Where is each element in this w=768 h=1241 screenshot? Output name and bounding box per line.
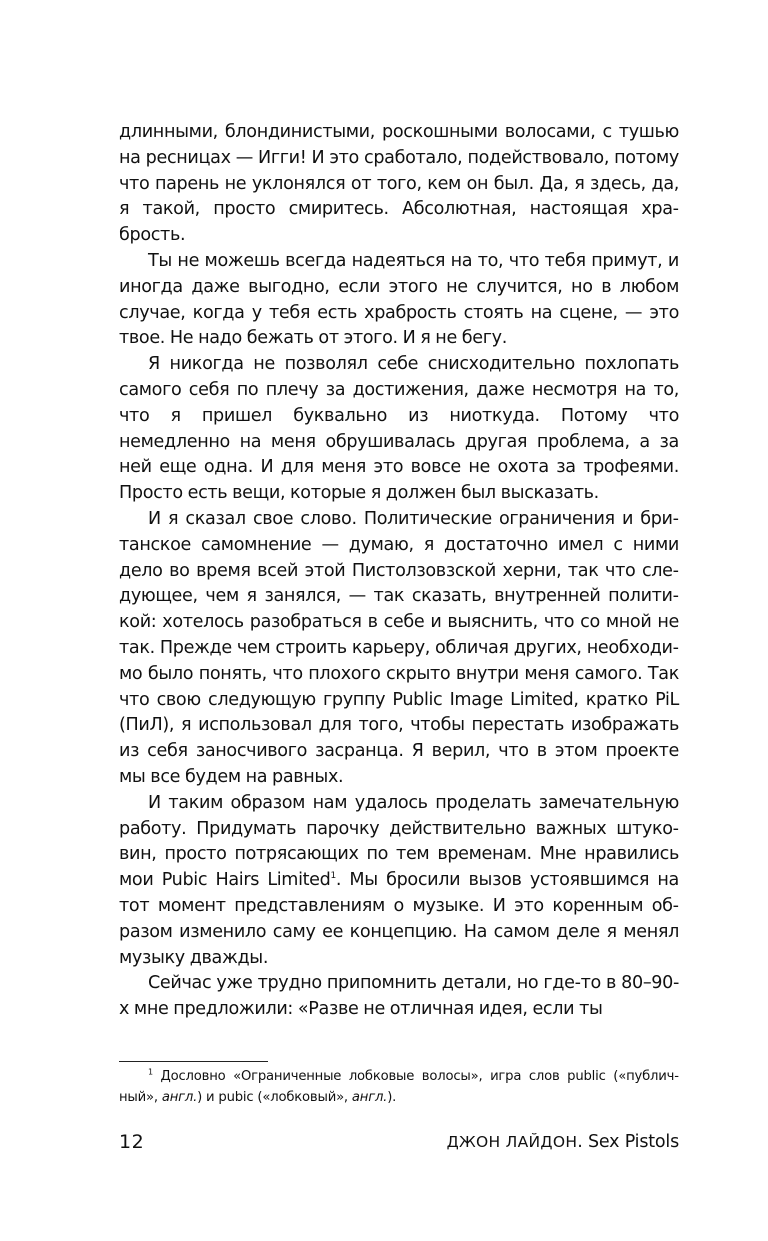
paragraph-5	[119, 791, 679, 972]
footnote-reference[interactable]: 1	[330, 871, 336, 882]
paragraph-4: И я сказал свое слово. Политические ограничения и британское самомнение — думаю, я достаточно имел с ними дело во время всей этой Пистолзовзской херни, так что следующее, чем я занялся, — так сказать, внутренней политикой: хотелось разобраться в себе и выяснить, что со мной не так. Прежде чем строить карьеру, обличая других, необходимо было понять, что плохого скрыто внутри меня самого. Так что свою следующую группу Public Image Limited, кратко PiL (ПиЛ), я использовал для того, чтобы перестать изображать из себя заносчивого засранца. Я верил, что в этом проекте мы все будем на равных.	[119, 508, 679, 787]
paragraph-1: длинными, блондинистыми, роскошными волосами, с тушью на ресницах — Игги! И это сработало, подействовало, потому что парень не уклонялся от того, кем он был. Да, я здесь, да, я такой, просто смиритесь. Абсолютная, настоящая храбрость.	[119, 122, 679, 246]
footnote-marker: 1	[148, 1067, 153, 1077]
running-head-title: Sex Pistols	[588, 1132, 679, 1152]
footnote-italic-a: англ.	[161, 1089, 198, 1105]
footnote-divider	[119, 1061, 268, 1062]
paragraph-3: Я никогда не позволял себе снисходительно похлопать самого себя по плечу за достижения, даже несмотря на то, что я пришел буквально из ниоткуда. Потому что немедленно на меня обрушивалась другая проблема, а за ней еще одна. И для меня это вовсе не охота за трофеями. Просто есть вещи, которые я должен был высказать.	[119, 354, 679, 504]
paragraph-5-text-a: И таким образом нам удалось проделать замечательную работу. Придумать парочку действительно важных штуковин, просто потрясающих по тем временам. Мне нравились мои Pubic Hairs Limited	[119, 792, 679, 891]
footnote-text-a: Дословно «Ограниченные лобковые волосы», игра слов public («публичный»,	[119, 1069, 679, 1105]
page-number: 12	[119, 1131, 145, 1153]
footnote-italic-b: англ.	[351, 1089, 388, 1105]
footnote-text-c: ).	[387, 1089, 397, 1105]
running-head-separator: .	[577, 1132, 589, 1152]
running-head-author: ДЖОН ЛАЙДОН	[446, 1133, 578, 1151]
paragraph-5-text-b: . Мы бросили вызов устоявшимся на тот момент представлениям о музыке. И это коренным образом изменило саму ее концепцию. На самом деле я менял музыку дважды.	[119, 870, 679, 968]
main-text	[119, 120, 679, 1023]
footnote	[119, 1067, 679, 1108]
footnote-text-b: ) и pubic («лобковый»,	[197, 1089, 352, 1105]
paragraph-2: Ты не можешь всегда надеяться на то, что тебя примут, и иногда даже выгодно, если этого не случится, но в любом случае, когда у тебя есть храбрость стоять на сцене, — это твое. Не надо бежать от этого. И я не бегу.	[119, 250, 679, 349]
paragraph-6: Сейчас уже трудно припомнить детали, но где-то в 80–90-х мне предложили: «Разве не отличная идея, если ты	[119, 973, 679, 1020]
running-head	[447, 1132, 679, 1152]
